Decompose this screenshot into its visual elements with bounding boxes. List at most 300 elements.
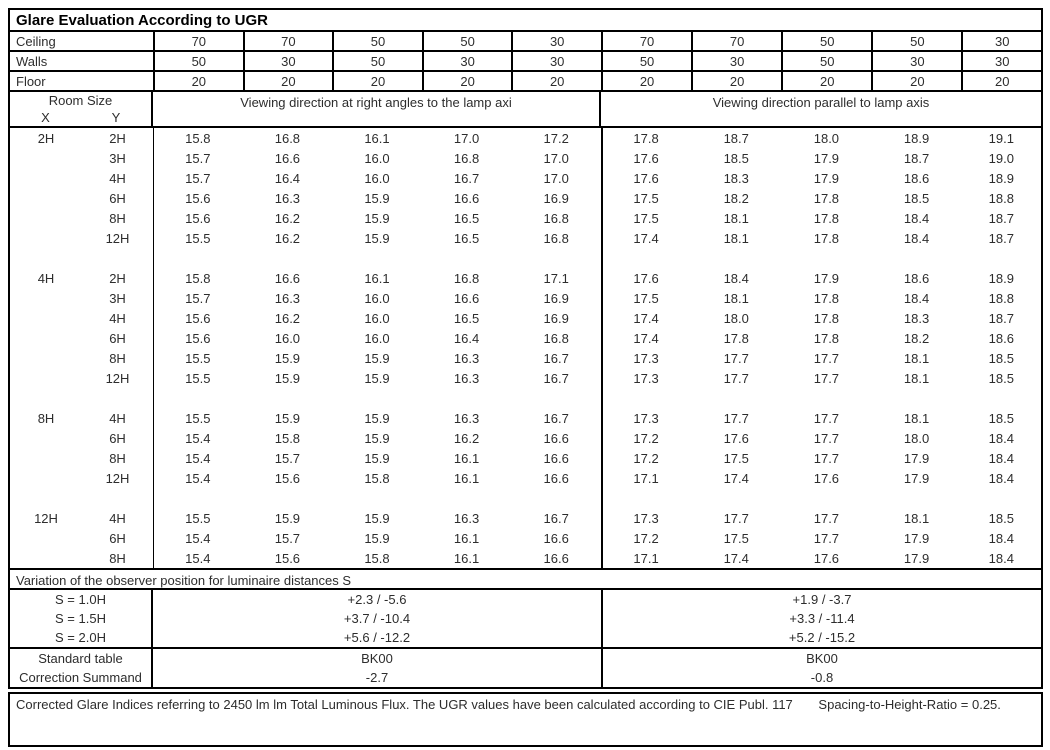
summary-row — [10, 668, 1041, 687]
surface-value-cell: 20 — [781, 72, 871, 90]
ugr-row — [10, 548, 1041, 568]
room-x-value — [10, 168, 82, 188]
ugr-value-cell: 16.1 — [364, 130, 390, 146]
ugr-value-cell: 17.3 — [633, 410, 659, 426]
surface-row-label: Floor — [16, 73, 46, 89]
ugr-value-cell: 17.8 — [633, 130, 659, 146]
ugr-left-half — [153, 208, 601, 228]
surface-value-cell: 20 — [422, 72, 512, 90]
summary-row-label: Standard table — [10, 649, 153, 668]
ugr-value-cell: 17.9 — [903, 550, 930, 566]
room-y-value: 12H — [105, 470, 130, 486]
ugr-row — [10, 348, 1041, 368]
ugr-row — [10, 448, 1041, 468]
ugr-value-cell: 15.9 — [364, 530, 390, 546]
room-y-value: 4H — [109, 170, 126, 186]
ugr-value-cell: 18.6 — [903, 170, 930, 186]
ugr-value-cell: 18.5 — [903, 190, 930, 206]
surface-value-cell: 20 — [243, 72, 333, 90]
table-title: Glare Evaluation According to UGR — [10, 10, 1041, 32]
footer-note-ratio: Spacing-to-Height-Ratio = 0.25. — [818, 697, 1001, 712]
ugr-value-cell: 18.2 — [903, 330, 930, 346]
ugr-value-cell: 15.5 — [185, 510, 211, 526]
surface-value-cell: 20 — [511, 72, 601, 90]
ugr-value-cell: 18.4 — [988, 550, 1014, 566]
ugr-left-half — [153, 148, 601, 168]
ugr-right-half — [601, 548, 1041, 568]
summary-left-value: BK00 — [361, 651, 393, 666]
room-x-value — [10, 528, 82, 548]
ugr-value-cell: 16.6 — [543, 550, 569, 566]
room-x-value — [10, 428, 82, 448]
room-y-value: 6H — [109, 330, 126, 346]
ugr-value-cell: 18.2 — [723, 190, 749, 206]
ugr-value-cell: 17.2 — [543, 130, 569, 146]
ugr-value-cell: 17.8 — [813, 290, 840, 306]
ugr-value-cell: 17.8 — [813, 310, 840, 326]
ugr-value-cell: 18.9 — [988, 270, 1014, 286]
viewing-direction-right-header: Viewing direction parallel to lamp axis — [599, 92, 1041, 126]
ugr-value-cell: 18.4 — [903, 230, 930, 246]
ugr-value-cell: 15.7 — [274, 530, 301, 546]
ugr-right-half — [601, 188, 1041, 208]
ugr-right-half — [601, 128, 1041, 148]
surface-value-cell: 50 — [871, 32, 961, 50]
ugr-left-half — [153, 468, 601, 488]
ugr-value-cell: 15.6 — [185, 210, 211, 226]
ugr-value-cell: 15.5 — [185, 370, 211, 386]
ugr-value-cell: 18.5 — [988, 510, 1014, 526]
ugr-value-cell: 17.0 — [543, 170, 569, 186]
room-x-value: 4H — [37, 270, 55, 286]
surface-value-cell: 50 — [332, 52, 422, 70]
ugr-value-cell: 19.1 — [988, 130, 1014, 146]
ugr-value-cell: 18.6 — [988, 330, 1014, 346]
room-y-value: 4H — [109, 510, 126, 526]
surface-value-cell: 30 — [691, 52, 781, 70]
ugr-value-cell: 16.7 — [453, 170, 480, 186]
variation-row — [10, 628, 1041, 647]
surface-value-cell: 20 — [332, 72, 422, 90]
variation-right-value: +3.3 / -11.4 — [601, 609, 1041, 628]
ugr-row — [10, 228, 1041, 248]
surface-value-cell: 20 — [601, 72, 691, 90]
variation-left-value: +2.3 / -5.6 — [347, 592, 407, 607]
ugr-value-cell: 17.4 — [633, 330, 659, 346]
ugr-value-cell: 17.4 — [723, 550, 749, 566]
ugr-value-cell: 15.5 — [185, 230, 211, 246]
ugr-value-cell: 16.4 — [274, 170, 301, 186]
ugr-value-cell: 16.0 — [364, 150, 390, 166]
ugr-value-cell: 17.6 — [633, 170, 659, 186]
room-size-axes — [10, 109, 151, 126]
ugr-value-cell: 18.0 — [903, 430, 930, 446]
ugr-right-half — [601, 308, 1041, 328]
ugr-value-cell: 16.1 — [453, 550, 480, 566]
room-x-value — [10, 208, 82, 228]
ugr-value-cell: 16.4 — [453, 330, 480, 346]
room-y-value: 6H — [109, 190, 126, 206]
variation-right-value: +5.2 / -15.2 — [601, 628, 1041, 647]
viewing-direction-left-header: Viewing direction at right angles to the lamp axi — [240, 95, 512, 110]
ugr-left-half — [153, 268, 601, 288]
ugr-left-half — [153, 228, 601, 248]
room-x-value — [10, 288, 82, 308]
ugr-value-cell: 16.2 — [274, 230, 301, 246]
ugr-row — [10, 148, 1041, 168]
block-gap — [10, 388, 1041, 408]
surface-value-cell: 30 — [961, 32, 1041, 50]
room-x-value — [10, 188, 82, 208]
ugr-value-cell: 17.8 — [813, 330, 840, 346]
ugr-value-cell: 15.9 — [364, 430, 390, 446]
ugr-row — [10, 308, 1041, 328]
ugr-value-cell: 17.9 — [813, 170, 840, 186]
surface-value-cell: 30 — [422, 52, 512, 70]
ugr-value-cell: 16.8 — [453, 270, 480, 286]
ugr-value-cell: 17.9 — [813, 270, 840, 286]
ugr-row — [10, 188, 1041, 208]
ugr-row — [10, 328, 1041, 348]
ugr-value-cell: 17.4 — [723, 470, 749, 486]
ugr-left-half — [153, 188, 601, 208]
room-x-value — [10, 348, 82, 368]
ugr-value-cell: 16.6 — [453, 290, 480, 306]
ugr-row — [10, 288, 1041, 308]
ugr-value-cell: 15.6 — [274, 470, 301, 486]
ugr-value-cell: 16.3 — [274, 290, 301, 306]
room-x-value — [10, 228, 82, 248]
ugr-value-cell: 18.1 — [903, 410, 930, 426]
ugr-value-cell: 15.5 — [185, 410, 211, 426]
ugr-right-half — [601, 268, 1041, 288]
ugr-value-cell: 16.0 — [364, 330, 390, 346]
variation-row-label: S = 2.0H — [10, 628, 153, 647]
ugr-value-cell: 15.8 — [185, 130, 211, 146]
room-y-value: 4H — [109, 410, 126, 426]
ugr-right-half — [601, 148, 1041, 168]
ugr-right-half — [601, 328, 1041, 348]
summary-right-value: BK00 — [601, 649, 1041, 668]
ugr-value-cell: 18.1 — [903, 510, 930, 526]
ugr-value-cell: 17.6 — [723, 430, 749, 446]
ugr-row — [10, 368, 1041, 388]
x-axis-label: X — [41, 110, 50, 125]
ugr-value-cell: 15.9 — [274, 370, 301, 386]
ugr-value-cell: 15.6 — [185, 190, 211, 206]
ugr-value-cell: 18.7 — [988, 310, 1014, 326]
ugr-value-cell: 16.7 — [543, 510, 569, 526]
surface-value-cell: 50 — [781, 32, 871, 50]
ugr-value-cell: 17.7 — [813, 430, 840, 446]
ugr-left-half — [153, 308, 601, 328]
ugr-value-cell: 18.5 — [988, 370, 1014, 386]
surface-value-cell: 50 — [601, 52, 691, 70]
ugr-left-half — [153, 168, 601, 188]
ugr-row — [10, 468, 1041, 488]
ugr-right-half — [601, 348, 1041, 368]
ugr-value-cell: 18.1 — [723, 230, 749, 246]
ugr-value-cell: 17.4 — [633, 230, 659, 246]
ugr-value-cell: 16.5 — [453, 230, 480, 246]
ugr-value-cell: 15.9 — [364, 190, 390, 206]
ugr-value-cell: 17.5 — [723, 450, 749, 466]
ugr-value-cell: 15.4 — [185, 430, 211, 446]
ugr-row — [10, 528, 1041, 548]
ugr-value-cell: 17.7 — [813, 530, 840, 546]
ugr-value-cell: 15.4 — [185, 530, 211, 546]
room-y-value: 12H — [105, 230, 130, 246]
ugr-right-half — [601, 468, 1041, 488]
ugr-value-cell: 15.6 — [185, 310, 211, 326]
ugr-value-cell: 16.1 — [453, 530, 480, 546]
room-y-value: 3H — [109, 290, 126, 306]
surface-row — [10, 32, 1041, 52]
ugr-right-half — [601, 448, 1041, 468]
ugr-value-cell: 16.3 — [453, 370, 480, 386]
surface-right-half — [601, 72, 1041, 90]
variation-row — [10, 590, 1041, 609]
ugr-value-cell: 16.7 — [543, 350, 569, 366]
room-y-value: 2H — [109, 130, 126, 146]
room-y-value: 2H — [109, 270, 126, 286]
ugr-value-cell: 18.5 — [988, 350, 1014, 366]
ugr-value-cell: 15.7 — [185, 290, 211, 306]
ugr-value-cell: 16.2 — [274, 310, 301, 326]
ugr-value-cell: 17.7 — [723, 510, 749, 526]
ugr-value-cell: 17.7 — [813, 370, 840, 386]
variation-right-value: +1.9 / -3.7 — [601, 590, 1041, 609]
room-x-value: 12H — [34, 510, 58, 526]
ugr-value-cell: 17.5 — [633, 190, 659, 206]
ugr-value-cell: 15.8 — [364, 470, 390, 486]
y-axis-label: Y — [111, 110, 121, 125]
ugr-value-cell: 15.4 — [185, 470, 211, 486]
room-y-value: 6H — [109, 530, 126, 546]
ugr-value-cell: 15.9 — [364, 230, 390, 246]
ugr-value-cell: 18.4 — [903, 210, 930, 226]
summary-row — [10, 649, 1041, 668]
ugr-value-cell: 15.9 — [274, 350, 301, 366]
ugr-left-half — [153, 508, 601, 528]
ugr-row — [10, 268, 1041, 288]
summary-right-value: -0.8 — [601, 668, 1041, 687]
ugr-value-cell: 15.9 — [364, 350, 390, 366]
ugr-value-cell: 18.5 — [988, 410, 1014, 426]
ugr-value-cell: 16.5 — [453, 210, 480, 226]
ugr-value-cell: 18.4 — [723, 270, 749, 286]
ugr-value-cell: 18.5 — [723, 150, 749, 166]
ugr-value-cell: 15.6 — [274, 550, 301, 566]
ugr-value-cell: 17.3 — [633, 510, 659, 526]
ugr-value-cell: 16.8 — [543, 230, 569, 246]
ugr-value-cell: 16.6 — [543, 470, 569, 486]
surface-value-cell: 30 — [871, 52, 961, 70]
ugr-right-half — [601, 368, 1041, 388]
variation-row-label: S = 1.5H — [10, 609, 153, 628]
ugr-left-half — [153, 548, 601, 568]
ugr-value-cell: 17.8 — [813, 230, 840, 246]
surface-value-cell: 20 — [691, 72, 781, 90]
ugr-value-cell: 17.0 — [543, 150, 569, 166]
variation-row — [10, 609, 1041, 628]
ugr-left-half — [153, 368, 601, 388]
ugr-value-cell: 16.9 — [543, 310, 569, 326]
room-x-value — [10, 308, 82, 328]
ugr-value-cell: 17.9 — [903, 530, 930, 546]
surface-value-cell: 20 — [153, 72, 243, 90]
ugr-value-cell: 15.4 — [185, 550, 211, 566]
ugr-value-cell: 17.7 — [813, 510, 840, 526]
ugr-value-cell: 18.0 — [813, 130, 840, 146]
ugr-value-cell: 17.2 — [633, 530, 659, 546]
surface-reflectance-rows — [10, 32, 1041, 92]
ugr-value-cell: 15.7 — [274, 450, 301, 466]
ugr-value-cell: 16.8 — [543, 210, 569, 226]
ugr-value-cell: 18.7 — [903, 150, 930, 166]
ugr-data-area — [10, 128, 1041, 568]
surface-right-half — [601, 32, 1041, 50]
ugr-value-cell: 16.3 — [453, 410, 480, 426]
ugr-value-cell: 17.0 — [453, 130, 480, 146]
ugr-value-cell: 15.9 — [364, 370, 390, 386]
ugr-value-cell: 16.7 — [543, 370, 569, 386]
ugr-value-cell: 18.4 — [903, 290, 930, 306]
ugr-right-half — [601, 228, 1041, 248]
ugr-value-cell: 17.8 — [723, 330, 749, 346]
ugr-value-cell: 16.6 — [453, 190, 480, 206]
ugr-value-cell: 17.1 — [543, 270, 569, 286]
ugr-value-cell: 17.5 — [723, 530, 749, 546]
variation-section-title: Variation of the observer position for luminaire distances S — [10, 568, 1041, 590]
ugr-value-cell: 16.8 — [453, 150, 480, 166]
ugr-right-half — [601, 528, 1041, 548]
room-size-header — [10, 92, 153, 126]
surface-value-cell: 30 — [511, 52, 601, 70]
surface-left-half — [153, 32, 601, 50]
ugr-right-half — [601, 408, 1041, 428]
ugr-value-cell: 15.9 — [364, 510, 390, 526]
ugr-value-cell: 15.8 — [364, 550, 390, 566]
ugr-value-cell: 18.3 — [903, 310, 930, 326]
surface-value-cell: 50 — [422, 32, 512, 50]
ugr-table — [8, 8, 1043, 689]
ugr-value-cell: 15.8 — [274, 430, 301, 446]
variation-rows — [10, 590, 1041, 647]
surface-value-cell: 50 — [153, 52, 243, 70]
ugr-value-cell: 18.8 — [988, 290, 1014, 306]
ugr-value-cell: 15.9 — [364, 210, 390, 226]
surface-value-cell: 30 — [511, 32, 601, 50]
ugr-value-cell: 17.6 — [813, 470, 840, 486]
ugr-right-half — [601, 168, 1041, 188]
room-y-value: 3H — [109, 150, 126, 166]
ugr-value-cell: 16.6 — [543, 450, 569, 466]
ugr-value-cell: 17.4 — [633, 310, 659, 326]
ugr-value-cell: 17.5 — [633, 210, 659, 226]
ugr-value-cell: 17.7 — [723, 410, 749, 426]
ugr-value-cell: 16.3 — [274, 190, 301, 206]
ugr-value-cell: 18.1 — [723, 290, 749, 306]
room-y-value: 8H — [109, 350, 126, 366]
ugr-value-cell: 17.1 — [633, 550, 659, 566]
ugr-value-cell: 18.7 — [723, 130, 749, 146]
ugr-value-cell: 16.0 — [364, 310, 390, 326]
ugr-value-cell: 18.4 — [988, 450, 1014, 466]
ugr-right-half — [601, 288, 1041, 308]
block-gap — [10, 488, 1041, 508]
ugr-value-cell: 16.1 — [453, 470, 480, 486]
ugr-value-cell: 18.4 — [988, 530, 1014, 546]
room-size-label: Room Size — [48, 93, 113, 108]
ugr-value-cell: 16.6 — [274, 150, 301, 166]
room-x-value: 2H — [37, 130, 55, 146]
room-x-value — [10, 368, 82, 388]
ugr-row — [10, 428, 1041, 448]
ugr-value-cell: 18.0 — [723, 310, 749, 326]
room-x-value: 8H — [37, 410, 55, 426]
ugr-value-cell: 17.3 — [633, 350, 659, 366]
ugr-value-cell: 17.5 — [633, 290, 659, 306]
ugr-value-cell: 18.3 — [723, 170, 749, 186]
ugr-left-half — [153, 448, 601, 468]
ugr-value-cell: 17.9 — [903, 470, 930, 486]
room-y-value: 8H — [109, 210, 126, 226]
ugr-value-cell: 17.7 — [723, 350, 749, 366]
viewing-direction-divider-line — [601, 128, 603, 568]
ugr-right-half — [601, 428, 1041, 448]
ugr-value-cell: 18.1 — [903, 370, 930, 386]
ugr-value-cell: 16.5 — [453, 310, 480, 326]
surface-right-half — [601, 52, 1041, 70]
ugr-value-cell: 18.6 — [903, 270, 930, 286]
ugr-value-cell: 18.7 — [988, 230, 1014, 246]
ugr-value-cell: 16.1 — [364, 270, 390, 286]
room-x-value — [10, 548, 82, 568]
surface-value-cell: 50 — [332, 32, 422, 50]
ugr-value-cell: 15.9 — [274, 510, 301, 526]
ugr-row — [10, 168, 1041, 188]
ugr-value-cell: 16.8 — [543, 330, 569, 346]
surface-value-cell: 70 — [691, 32, 781, 50]
room-y-value: 12H — [105, 370, 130, 386]
ugr-value-cell: 15.8 — [185, 270, 211, 286]
ugr-value-cell: 16.6 — [543, 530, 569, 546]
ugr-value-cell: 15.7 — [185, 150, 211, 166]
ugr-right-half — [601, 208, 1041, 228]
ugr-left-half — [153, 528, 601, 548]
ugr-value-cell: 15.9 — [364, 410, 390, 426]
ugr-value-cell: 17.9 — [903, 450, 930, 466]
ugr-value-cell: 18.4 — [988, 430, 1014, 446]
variation-left-value: +3.7 / -10.4 — [343, 611, 411, 626]
surface-row-label: Walls — [16, 53, 48, 69]
ugr-value-cell: 16.9 — [543, 290, 569, 306]
ugr-value-cell: 16.8 — [274, 130, 301, 146]
ugr-value-cell: 17.7 — [813, 410, 840, 426]
summary-rows — [10, 647, 1041, 687]
ugr-value-cell: 17.2 — [633, 450, 659, 466]
ugr-value-cell: 18.9 — [988, 170, 1014, 186]
ugr-left-half — [153, 408, 601, 428]
surface-value-cell: 70 — [153, 32, 243, 50]
ugr-value-cell: 17.8 — [813, 190, 840, 206]
ugr-left-half — [153, 288, 601, 308]
room-x-value — [10, 148, 82, 168]
room-x-value — [10, 468, 82, 488]
room-y-value: 8H — [109, 450, 126, 466]
ugr-value-cell: 17.7 — [813, 450, 840, 466]
